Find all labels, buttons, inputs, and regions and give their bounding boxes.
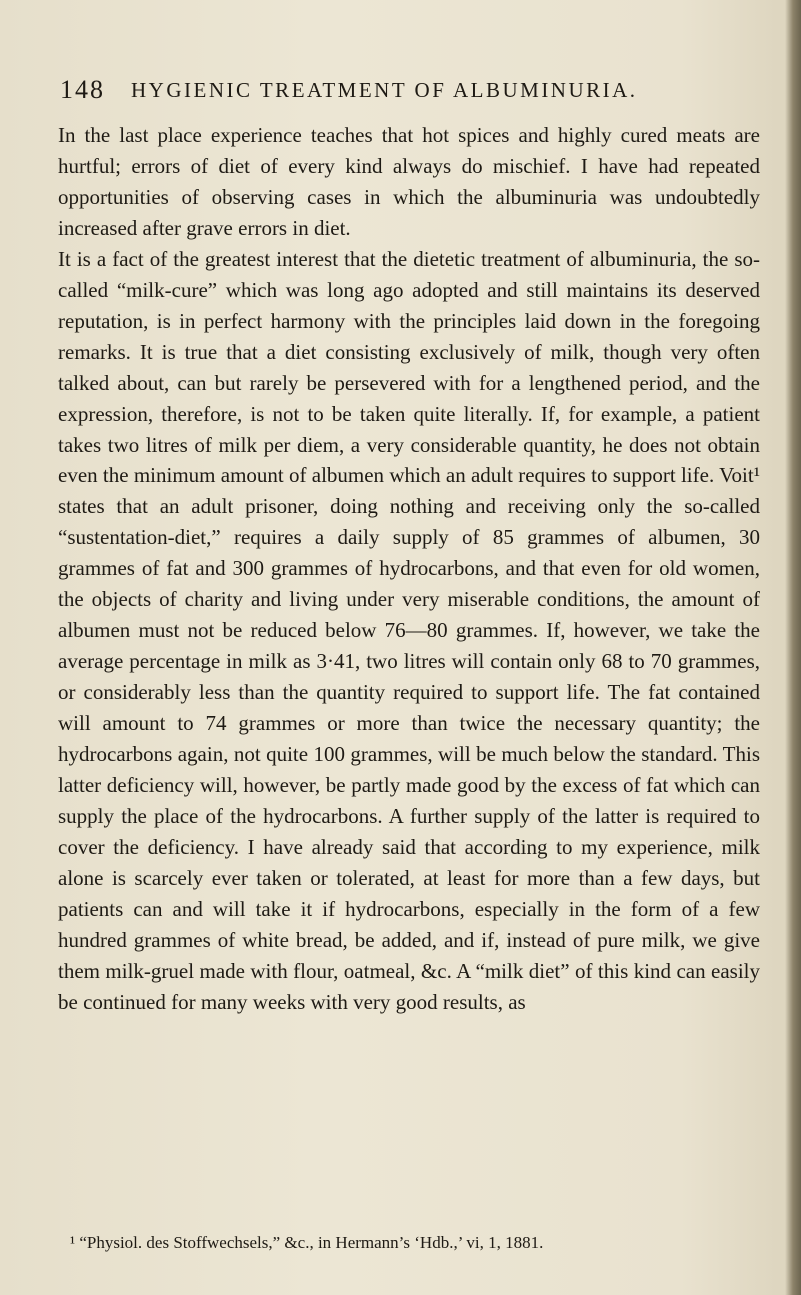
body-text <box>58 120 760 1018</box>
running-title: HYGIENIC TREATMENT OF ALBUMINURIA. <box>131 78 638 102</box>
page-header <box>60 70 760 110</box>
paragraph-2: It is a fact of the greatest interest that the dietetic treatment of albuminuria, the so-called “milk-cure” which was long ago adopted and still maintains its deserved reputation, is in perfect harmony with the principles laid down in the foregoing remarks. It is true that a diet consisting exclusively of milk, though very often talked about, can but rarely be persevered with for a lengthened period, and the expression, therefore, is not to be taken quite literally. If, for example, a patient takes two litres of milk per diem, a very considerable quantity, he does not obtain even the minimum amount of albumen which an adult requires to support life. Voit¹ states that an adult prisoner, doing nothing and receiving only the so-called “sustentation-diet,” requires a daily supply of 85 grammes of albumen, 30 grammes of fat and 300 grammes of hydrocarbons, and that even for old women, the objects of charity and living under very miserable conditions, the amount of albumen must not be reduced below 76—80 grammes. If, however, we take the average percentage in milk as 3·41, two litres will contain only 68 to 70 grammes, or considerably less than the quantity required to support life. The fat contained will amount to 74 grammes or more than twice the necessary quantity; the hydrocarbons again, not quite 100 grammes, will be much below the standard. This latter deficiency will, however, be partly made good by the excess of fat which can supply the place of the hydrocarbons. A further supply of the latter is required to cover the deficiency. I have already said that according to my experience, milk alone is scarcely ever taken or tolerated, at least for more than a few days, but patients can and will take it if hydrocarbons, especially in the form of a few hundred grammes of white bread, be added, and if, instead of pure milk, we give them milk-gruel made with flour, oatmeal, &c. A “milk diet” of this kind can easily be continued for many weeks with very good results, as <box>58 246 760 1014</box>
paragraph-1: In the last place experience teaches that hot spices and highly cured meats are hurtful; errors of diet of every kind always do mischief. I have had repeated opportunities of observing cases in which the albuminuria was undoubtedly increased after grave errors in diet. <box>58 123 760 240</box>
page-number: 148 <box>60 75 105 104</box>
footnote: ¹ “Physiol. des Stoffwechsels,” &c., in Hermann’s ‘Hdb.,’ vi, 1, 1881. <box>70 1233 544 1252</box>
page-edge-shadow <box>785 0 801 1295</box>
